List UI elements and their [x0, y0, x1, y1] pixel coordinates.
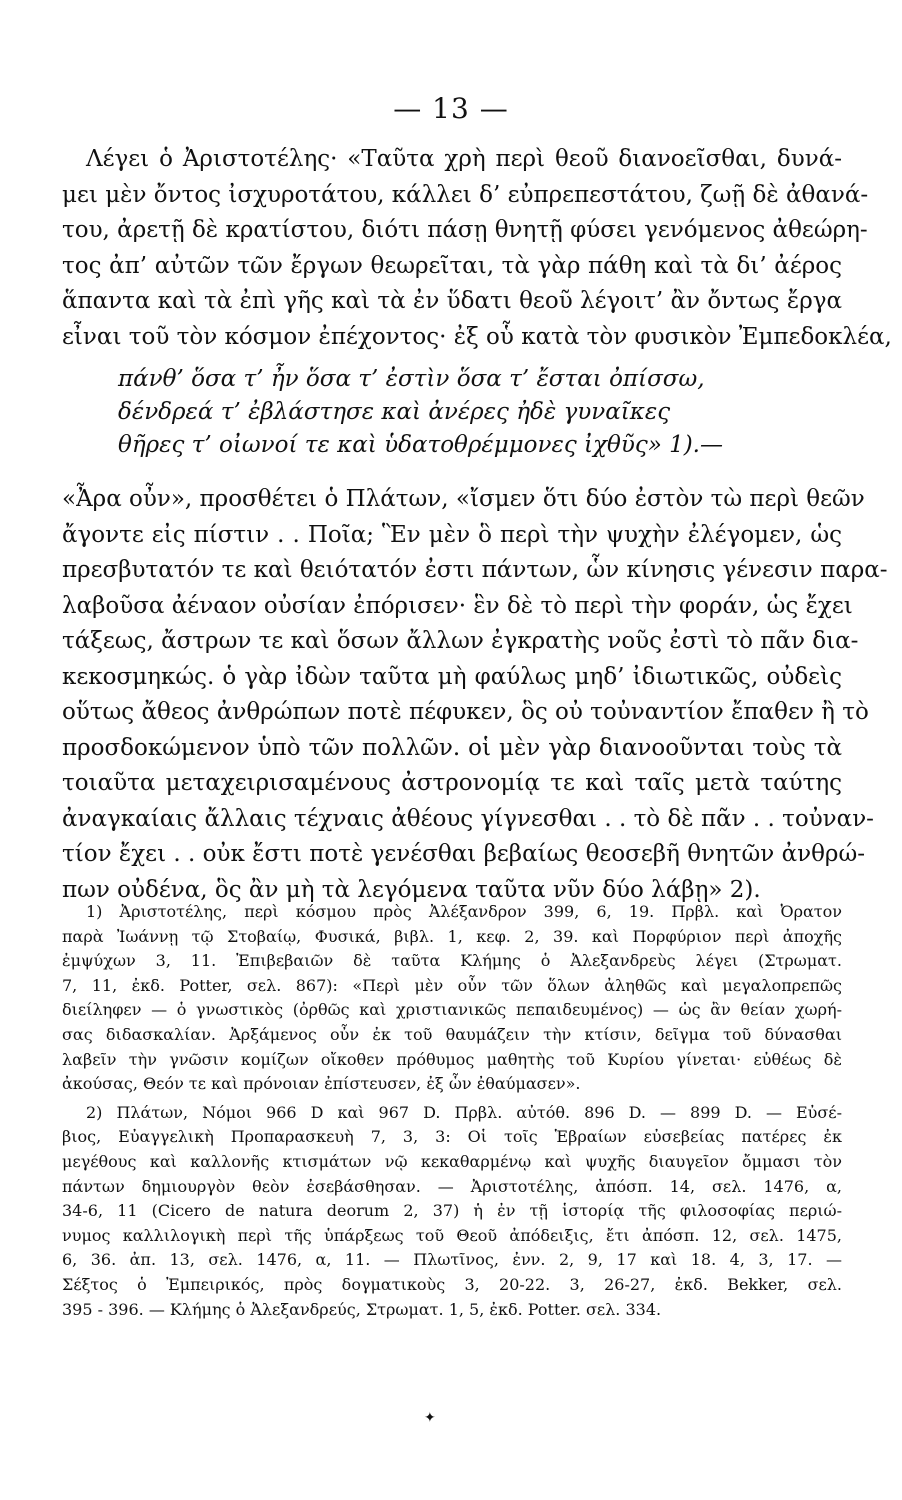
text-line: εἶναι τοῦ τὸν κόσμον ἐπέχοντος· ἐξ οὗ κατὰ τὸν φυσικὸν Ἐμπεδοκλέα, — [62, 323, 892, 350]
footnote-1 — [62, 900, 842, 1097]
footnote-line: ἐμψύχων 3, 11. Ἐπιβεβαιῶν δὲ ταῦτα Κλήμης ὁ Ἀλεξανδρεὺς λέγει (Στρωματ. — [62, 951, 842, 971]
page-number: — 13 — — [393, 92, 509, 125]
text-line: τίον ἔχει . . οὐκ ἔστι ποτὲ γενέσθαι βεβαίως θεοσεβῆ θνητῶν ἀνθρώ- — [62, 841, 865, 867]
footnote-line: σας διδασκαλίαν. Ἀρξάμενος οὖν ἐκ τοῦ θαυμάζειν τὴν κτίσιν, δεῖγμα τοῦ δύνασθαι — [62, 1024, 842, 1044]
paragraph-plato — [62, 482, 888, 908]
text-line: ἀναγκαίαις ἄλλαις τέχναις ἀθέους γίγνεσθαι . . τὸ δὲ πᾶν . . τοὐναν- — [62, 805, 874, 832]
footnote-line: Σέξτος ὁ Ἐμπειρικός, πρὸς δογματικοὺς 3, 20-22. 3, 26-27, ἐκδ. Bekker, σελ. — [62, 1274, 842, 1294]
footnote-line: 6, 36. ἀπ. 13, σελ. 1476, α, 11. — Πλωτῖνος, ἐνν. 2, 9, 17 καὶ 18. 4, 3, 17. — — [62, 1250, 842, 1270]
footnote-line: νυμος καλλιλογικὴ περὶ τῆς ὑπάρξεως τοῦ Θεοῦ ἀπόδειξις, ἔτι ἀπόσπ. 12, σελ. 1475, — [62, 1225, 842, 1245]
text-line: οὕτως ἄθεος ἀνθρώπων ποτὲ πέφυκεν, ὃς οὐ τοὐναντίον ἔπαθεν ἢ τὸ — [62, 699, 869, 725]
footnote-line: 34-6, 11 (Cicero de natura deorum 2, 37) ἡ ἐν τῇ ἱστορίᾳ τῆς φιλοσοφίας περιώ- — [62, 1201, 842, 1221]
text-line: Λέγει ὁ Ἀριστοτέλης· «Ταῦτα χρὴ περὶ θεοῦ διανοεῖσθαι, δυνά- — [86, 146, 842, 172]
footnote-line: παρὰ Ἰωάννῃ τῷ Στοβαίῳ, Φυσικά, βιβλ. 1, κεφ. 2, 39. καὶ Πορφύριον περὶ ἀποχῆς — [62, 926, 842, 946]
text-line: κεκοσμηκώς. ὁ γὰρ ἰδὼν ταῦτα μὴ φαύλως μηδ’ ἰδιωτικῶς, οὐδεὶς — [62, 663, 842, 690]
footnote-2 — [62, 1101, 842, 1322]
text-line: ἄγοντε εἰς πίστιν . . Ποῖα; Ἓν μὲν ὃ περὶ τὴν ψυχὴν ἐλέγομεν, ὡς — [62, 521, 842, 548]
verse-line: θῆρες τ’ οἰωνοί τε καὶ ὑδατοθρέμμονες ἰχθῦς» 1).— — [118, 432, 723, 458]
footnote-line: λαβεῖν τὴν γνῶσιν κομίζων οἴκοθεν πρόθυμος μαθητὴς τοῦ Κυρίου γίνεται· εὐθέως δὲ — [62, 1049, 842, 1069]
footnote-line: ἀκούσας, Θεόν τε καὶ πρόνοιαν ἐπίστευσεν, ἐξ ὧν ἐθαύμασεν». — [62, 1074, 581, 1094]
footnote-line: 7, 11, ἐκδ. Potter, σελ. 867): «Περὶ μὲν οὖν τῶν ὅλων ἀληθῶς καὶ μεγαλοπρεπῶς — [62, 975, 842, 995]
footnote-line: πάντων δημιουργὸν θεὸν ἐσεβάσθησαν. — Ἀριστοτέλης, ἀπόσπ. 14, σελ. 1476, α, — [62, 1176, 842, 1196]
footnote-line: διείληφεν — ὁ γνωστικὸς (ὀρθῶς καὶ χριστιανικῶς πεπαιδευμένος) — ὡς ἂν θείαν χωρή- — [62, 1000, 842, 1020]
verse-quotation — [118, 363, 758, 462]
text-line: τάξεως, ἄστρων τε καὶ ὅσων ἄλλων ἐγκρατὴς νοῦς ἐστὶ τὸ πᾶν δια- — [62, 628, 859, 654]
footnote-line: βιος, Εὐαγγελικὴ Προπαρασκευὴ 7, 3, 3: Οἱ τοῖς Ἑβραίων εὐσεβείας πατέρες ἐκ — [62, 1127, 842, 1147]
text-line: πρεσβυτατόν τε καὶ θειότατόν ἐστι πάντων, ὧν κίνησις γένεσιν παρα- — [62, 557, 888, 583]
verse-line: πάνθ’ ὅσα τ’ ἦν ὅσα τ’ ἐστὶν ὅσα τ’ ἔσται ὀπίσσω, — [118, 366, 705, 392]
text-line: τοιαῦτα μεταχειρισαμένους ἀστρονομίᾳ τε καὶ ταῖς μετὰ ταύτης — [62, 770, 842, 796]
footnote-line: 395 - 396. — Κλήμης ὁ Ἀλεξανδρεύς, Στρωματ. 1, 5, ἐκδ. Potter. σελ. 334. — [62, 1299, 662, 1319]
footnote-line: 1) Ἀριστοτέλης, περὶ κόσμου πρὸς Ἀλέξανδρον 399, 6, 19. Πρβλ. καὶ Ὀρατον — [86, 902, 842, 921]
verse-line: δένδρεά τ’ ἐβλάστησε καὶ ἀνέρες ἠδὲ γυναῖκες — [118, 399, 671, 425]
footnotes — [62, 900, 842, 1322]
text-line: ἅπαντα καὶ τὰ ἐπὶ γῆς καὶ τὰ ἐν ὕδατι θεοῦ λέγοιτ’ ἂν ὄντως ἔργα — [62, 288, 842, 314]
text-line: τος ἀπ’ αὐτῶν τῶν ἔργων θεωρεῖται, τὰ γὰρ πάθη καὶ τὰ δι’ ἀέρος — [62, 252, 842, 279]
printer-ornament-icon: ✦ — [424, 1410, 436, 1426]
text-line: λαβοῦσα ἀέναον οὐσίαν ἐπόρισεν· ἓν δὲ τὸ περὶ τὴν φοράν, ὡς ἔχει — [62, 592, 853, 619]
text-line: πων οὐδένα, ὃς ἂν μὴ τὰ λεγόμενα ταῦτα νῦν δύο λάβῃ» 2). — [62, 876, 761, 903]
paragraph-aristotle — [62, 142, 892, 355]
text-line: «Ἆρα οὖν», προσθέτει ὁ Πλάτων, «ἴσμεν ὅτι δύο ἐστὸν τὼ περὶ θεῶν — [62, 486, 865, 512]
text-line: προσδοκώμενον ὑπὸ τῶν πολλῶν. οἱ μὲν γὰρ διανοοῦνται τοὺς τὰ — [62, 734, 842, 761]
text-line: μει μὲν ὄντος ἰσχυροτάτου, κάλλει δ’ εὐπρεπεστάτου, ζωῇ δὲ ἀθανά- — [62, 181, 869, 208]
text-line: του, ἀρετῇ δὲ κρατίστου, διότι πάσῃ θνητῇ φύσει γενόμενος ἀθεώρη- — [62, 217, 868, 243]
footnote-line: 2) Πλάτων, Νόμοι 966 D καὶ 967 D. Πρβλ. αὐτόθ. 896 D. — 899 D. — Εὐσέ- — [86, 1102, 842, 1122]
main-text — [62, 142, 892, 908]
footnote-line: μεγέθους καὶ καλλονῆς κτισμάτων νῷ κεκαθαρμένῳ καὶ ψυχῆς διαυγεῖον ὄμμασι τὸν — [62, 1151, 842, 1171]
